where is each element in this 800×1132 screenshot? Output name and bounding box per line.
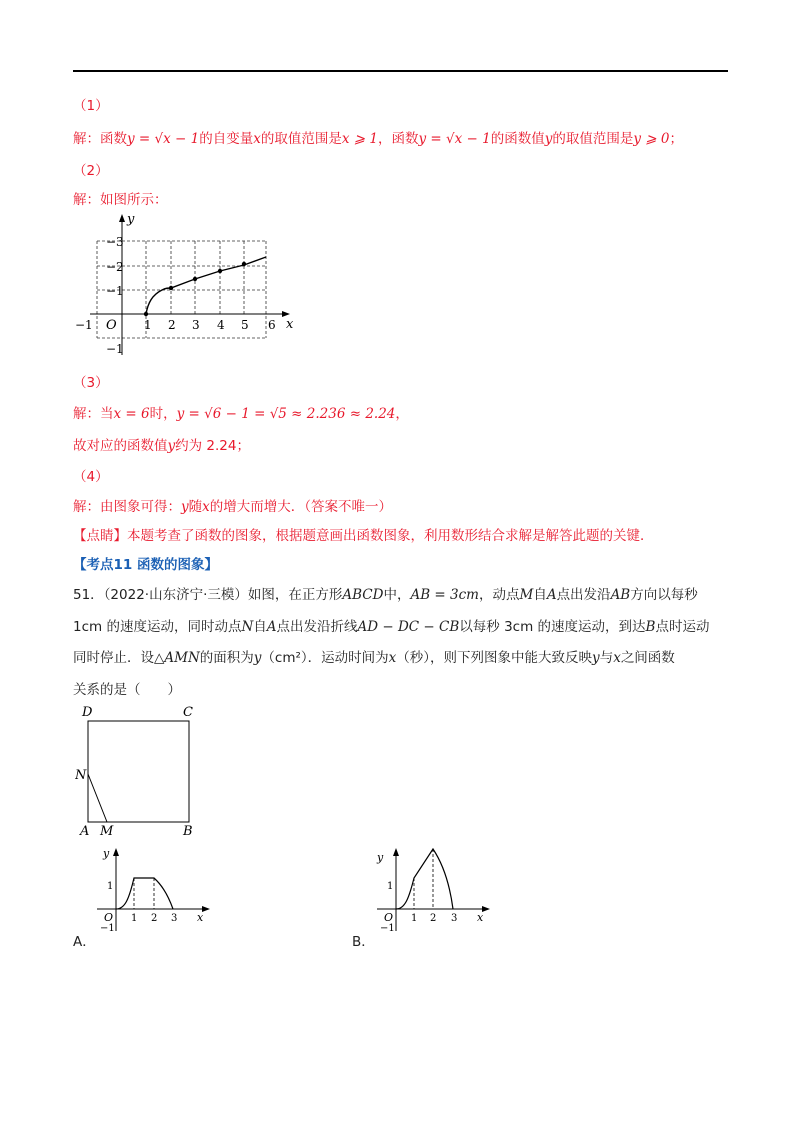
option-a-y: y	[103, 847, 110, 860]
y-tick-1: −1	[106, 284, 124, 298]
x-tick-neg1: −1	[75, 318, 93, 332]
option-a-t1: 1	[131, 913, 138, 924]
option-b-y: y	[377, 851, 384, 864]
option-a-label[interactable]: A．	[73, 934, 96, 950]
x-tick-6: 6	[268, 318, 276, 332]
point-4	[218, 269, 222, 273]
option-b-curve	[396, 849, 453, 909]
label-d: D	[82, 705, 93, 720]
origin-label: O	[106, 318, 117, 333]
label-m: M	[100, 824, 114, 839]
section-title: 【考点11 函数的图象】	[73, 557, 218, 573]
y-tick-neg1: −1	[106, 342, 124, 356]
option-b-label[interactable]: B．	[352, 934, 375, 950]
q51-line2: 1cm 的速度运动，同时动点N自A点出发沿折线AD − DC − CB以每秒 3cm 的速度运动，到达B点时运动	[73, 619, 710, 635]
option-b-t1: 1	[411, 913, 418, 924]
q51-line3: 同时停止．设△AMN的面积为y（cm²）．运动时间为x（秒），则下列图象中能大致反映y与x之间函数	[73, 650, 675, 666]
option-b-neg1: −1	[380, 923, 395, 934]
x-tick-5: 5	[241, 318, 249, 332]
option-b-t2: 2	[430, 913, 437, 924]
y-axis-label: y	[127, 212, 135, 227]
y-tick-2: −2	[106, 260, 124, 274]
y-tick-3: −3	[106, 235, 124, 249]
option-b-graph[interactable]	[365, 843, 495, 938]
part4-answer: 解：由图象可得：y随x的增大而增大．（答案不唯一）	[73, 499, 393, 515]
part1-label: （1）	[73, 98, 109, 114]
q51-line4: 关系的是（ ）	[73, 682, 181, 698]
square-abcd-figure	[75, 700, 215, 840]
option-b-t3: 3	[451, 913, 458, 924]
label-a: A	[80, 824, 90, 839]
part4-label: （4）	[73, 469, 109, 485]
option-a-neg1: −1	[100, 923, 115, 934]
option-b-x: x	[477, 911, 484, 924]
label-n: N	[75, 768, 87, 783]
option-a-o: O	[104, 911, 114, 924]
header-rule	[73, 70, 728, 72]
x-tick-1: 1	[144, 318, 152, 332]
comment-note: 【点睛】本题考查了函数的图象，根据题意画出函数图象，利用数形结合求解是解答此题的关键．	[73, 528, 654, 544]
sqrt-curve	[146, 257, 266, 314]
part2-label: （2）	[73, 163, 109, 179]
point-5	[242, 262, 246, 266]
option-a-t2: 2	[151, 913, 158, 924]
x-tick-3: 3	[192, 318, 200, 332]
option-a-t3: 3	[171, 913, 178, 924]
part2-answer: 解：如图所示：	[73, 192, 168, 208]
square	[88, 721, 189, 822]
part3-label: （3）	[73, 375, 109, 391]
part3-conclusion: 故对应的函数值y约为 2.24；	[73, 438, 250, 454]
x-tick-2: 2	[168, 318, 176, 332]
option-a-curve	[116, 878, 173, 909]
part1-answer: 解：函数y = √x − 1的自变量x的取值范围是x ⩾ 1，函数y = √x − 1的函数值y的取值范围是y ⩾ 0；	[73, 131, 683, 147]
point-3	[193, 277, 197, 281]
point-1	[144, 312, 148, 316]
segment-mn	[88, 774, 107, 822]
q51-line1: 51．（2022·山东济宁·三模）如图，在正方形ABCD中，AB = 3cm，动点M自A点出发沿AB方向以每秒	[73, 587, 698, 603]
option-b-o: O	[384, 911, 394, 924]
option-b-1y: 1	[387, 881, 394, 892]
label-c: C	[183, 705, 193, 720]
label-b: B	[183, 824, 193, 839]
part3-answer: 解：当x = 6时，y = √6 − 1 = √5 ≈ 2.236 ≈ 2.24，	[73, 406, 409, 422]
option-a-x: x	[197, 911, 204, 924]
x-axis-label: x	[286, 317, 294, 332]
point-2	[169, 286, 173, 290]
option-a-graph[interactable]	[85, 843, 215, 938]
option-a-1y: 1	[107, 881, 114, 892]
sqrt-function-graph	[70, 205, 310, 365]
x-tick-4: 4	[217, 318, 225, 332]
